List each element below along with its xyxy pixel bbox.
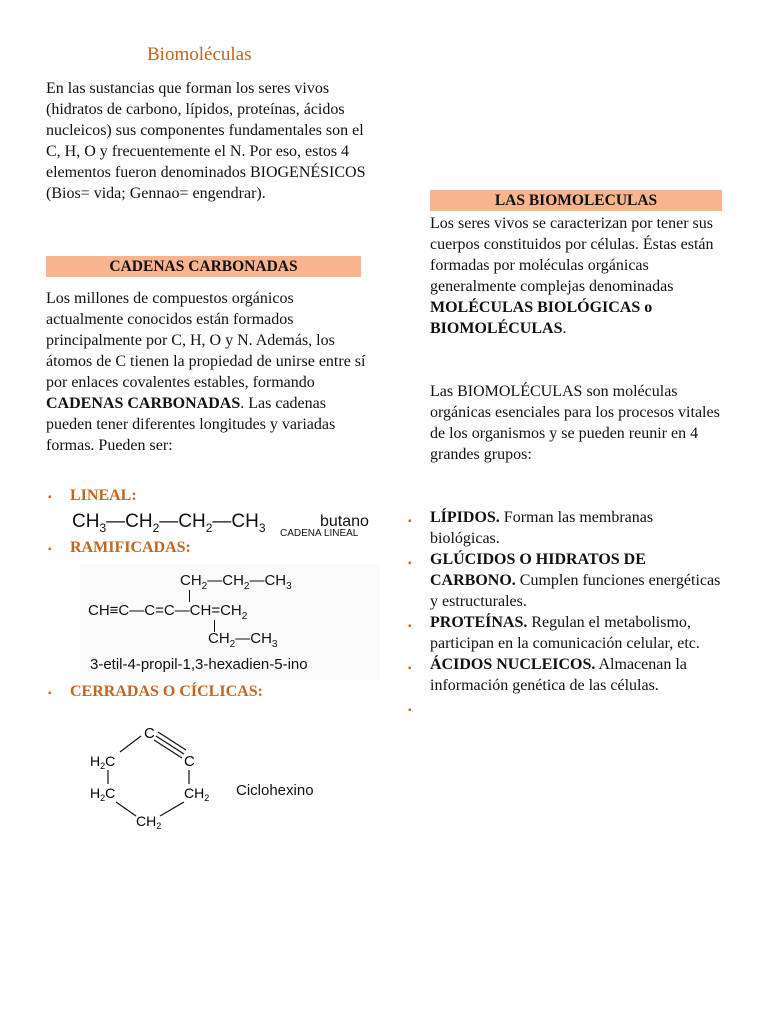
list-item xyxy=(406,549,724,612)
group-title: ÁCIDOS NUCLEICOS. xyxy=(430,656,596,673)
branched-compound-name: 3-etil-4-propil-1,3-hexadien-5-ino xyxy=(90,656,308,673)
bio-p1-post: . xyxy=(562,320,567,337)
branched-structure: $CH_2—CH_2—CH_3$ $CH\equiv C—C=C—CH=CH_2$ $CH_2—CH_3$ 3-etil-4-propil-1,3-hexadien-5-ino xyxy=(80,564,380,680)
svg-text:CH2: $CH_2$ xyxy=(184,785,210,803)
cadenas-paragraph xyxy=(46,288,366,456)
group-title: GLÚCIDOS O HIDRATOS DE CARBONO. xyxy=(430,551,646,589)
list-item xyxy=(406,612,724,654)
svg-text:H2C: $H_2C$ xyxy=(90,785,116,803)
type-lineal-label: LINEAL: xyxy=(70,487,137,504)
group-title: LÍPIDOS. xyxy=(430,509,500,526)
biomoleculas-paragraph-1 xyxy=(430,213,720,339)
bullet-square-icon: ▪ xyxy=(48,688,52,699)
cyclohexyne-ring-svg xyxy=(86,722,216,834)
biomoleculas-paragraph-2: Las BIOMOLÉCULAS son moléculas orgánicas esenciales para los procesos vitales de los organismos y se pueden reunir en 4 grandes grupos: xyxy=(430,383,720,463)
group-text: Almacenan la información genética de las células. xyxy=(430,656,687,694)
svg-text:C: C xyxy=(184,753,195,770)
butane-structure: $CH_3—CH_2—CH_2—CH_3$ butano CADENA LINEAL xyxy=(72,511,369,539)
page-title: Biomoléculas xyxy=(147,44,252,65)
bullet-square-icon: ▪ xyxy=(48,544,52,555)
cyclohexyne-structure xyxy=(86,722,346,834)
list-item xyxy=(406,696,724,717)
group-text: Forman las membranas biológicas. xyxy=(430,509,654,547)
cadenas-text-post: . Las cadenas pueden tener diferentes longitudes y variadas formas. Pueden ser: xyxy=(46,395,336,454)
bullet-square-icon: ▪ xyxy=(48,492,52,503)
section-band-biomoleculas: LAS BIOMOLECULAS xyxy=(430,190,722,211)
list-item xyxy=(406,654,724,696)
bio-p1-pre: Los seres vivos se caracterizan por tener sus cuerpos constituidos por células. Éstas están formadas por moléculas orgánicas generalmente complejas denominadas xyxy=(430,215,714,295)
svg-text:CH2: $CH_2$ xyxy=(136,813,162,831)
cyclohexyne-name: Ciclohexino xyxy=(236,782,314,799)
bullet-square-icon: ▪ xyxy=(408,621,412,632)
butane-name: butano xyxy=(320,513,369,530)
section-band-cadenas: CADENAS CARBONADAS xyxy=(46,256,361,277)
intro-paragraph: En las sustancias que forman los seres vivos (hidratos de carbono, lípidos, proteínas, ácidos nucleicos) sus componentes fundamentales son el C, H, O y frecuentemente el N. Por eso, estos 4 elementos fueron denominados BIOGENÉSICOS (Bios= vida; Gennao= engendrar). xyxy=(46,80,366,202)
svg-text:H2C: $H_2C$ xyxy=(90,753,116,771)
biomolecule-groups-list xyxy=(406,507,724,717)
group-text: Regulan el metabolismo, participan en la comunicación celular, etc. xyxy=(430,614,700,652)
bullet-square-icon: ▪ xyxy=(408,663,412,674)
bullet-square-icon: ▪ xyxy=(408,705,412,716)
cadenas-text-pre: Los millones de compuestos orgánicos actualmente conocidos están formados principalmente por C, H, O y N. Además, los átomos de C tienen la propiedad de unirse entre sí por enlaces covalentes estables, formando xyxy=(46,290,366,391)
bullet-square-icon: ▪ xyxy=(408,516,412,527)
bio-p1-bold: MOLÉCULAS BIOLÓGICAS o BIOMOLÉCULAS xyxy=(430,299,653,337)
type-ramificadas-label: RAMIFICADAS: xyxy=(70,539,191,556)
group-text: Cumplen funciones energéticas y estructurales. xyxy=(430,572,721,610)
list-item xyxy=(406,507,724,549)
svg-text:C: C xyxy=(144,725,155,742)
bullet-square-icon: ▪ xyxy=(408,558,412,569)
type-cerradas-label: CERRADAS O CÍCLICAS: xyxy=(70,683,263,700)
group-title: PROTEÍNAS. xyxy=(430,614,528,631)
cadenas-text-bold: CADENAS CARBONADAS xyxy=(46,395,241,412)
linear-chain-caption: CADENA LINEAL xyxy=(280,528,359,539)
